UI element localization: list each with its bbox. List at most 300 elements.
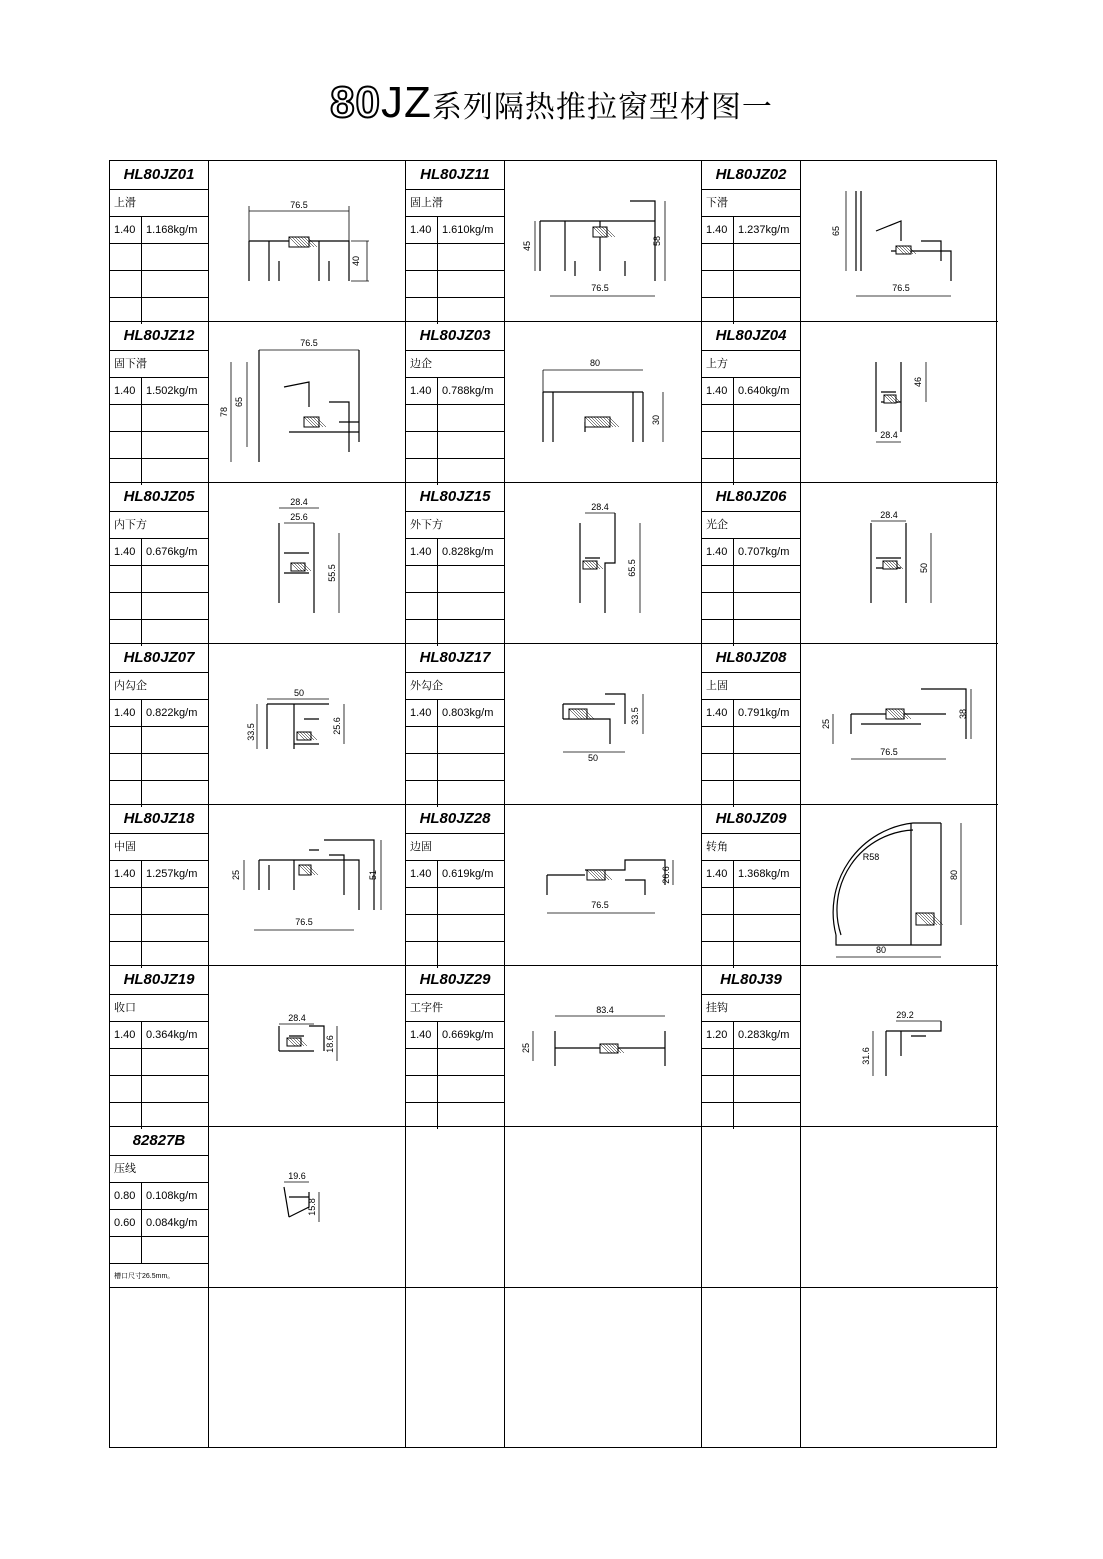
spec-row bbox=[110, 1103, 208, 1129]
wall-thickness bbox=[406, 298, 438, 324]
profile-section-svg bbox=[505, 966, 701, 1126]
profile-code: 82827B bbox=[110, 1127, 208, 1156]
profile-section-svg bbox=[801, 161, 997, 321]
profile-code: HL80JZ08 bbox=[702, 644, 800, 673]
spec-row bbox=[702, 888, 800, 915]
spec-row bbox=[406, 217, 504, 244]
profile-info bbox=[702, 644, 801, 804]
spec-row bbox=[406, 244, 504, 271]
wall-thickness bbox=[406, 244, 438, 270]
wall-thickness bbox=[702, 1103, 734, 1129]
wall-thickness bbox=[406, 727, 438, 753]
profile-section-svg bbox=[801, 805, 997, 965]
unit-weight: 0.822kg/m bbox=[146, 707, 198, 719]
wall-thickness: 1.40 bbox=[702, 378, 734, 404]
unit-weight bbox=[734, 942, 738, 968]
wall-thickness: 1.40 bbox=[110, 217, 142, 243]
profile-name: 下滑 bbox=[702, 190, 800, 217]
spec-row bbox=[702, 1103, 800, 1129]
spec-row bbox=[406, 298, 504, 324]
unit-weight bbox=[734, 1049, 738, 1075]
unit-weight bbox=[734, 566, 738, 592]
profile-info bbox=[702, 161, 801, 321]
spec-row bbox=[702, 781, 800, 807]
profile-code: HL80JZ06 bbox=[702, 483, 800, 512]
profile-info bbox=[406, 966, 505, 1126]
spec-row bbox=[702, 700, 800, 727]
wall-thickness bbox=[702, 1049, 734, 1075]
dimension-label: 18.6 bbox=[325, 1035, 335, 1053]
profile-code: HL80JZ04 bbox=[702, 322, 800, 351]
spec-row bbox=[406, 1022, 504, 1049]
spec-row bbox=[406, 861, 504, 888]
profile-section-svg bbox=[209, 483, 405, 643]
page-title bbox=[0, 78, 1103, 128]
profile-name: 固上滑 bbox=[406, 190, 504, 217]
profile-code: HL80J39 bbox=[702, 966, 800, 995]
dimension-label: 80 bbox=[949, 869, 959, 881]
profile-code: HL80JZ15 bbox=[406, 483, 504, 512]
profile-info bbox=[110, 805, 209, 965]
profile-section-svg bbox=[209, 161, 405, 321]
wall-thickness bbox=[406, 754, 438, 780]
wall-thickness bbox=[406, 620, 438, 646]
profile-table bbox=[109, 160, 997, 1448]
profile-drawing bbox=[505, 966, 701, 1126]
dimension-label: 28.4 bbox=[591, 502, 609, 512]
profile-section-svg bbox=[505, 483, 701, 643]
wall-thickness: 1.40 bbox=[110, 1022, 142, 1048]
dimension-label: 55.5 bbox=[327, 564, 337, 582]
unit-weight: 0.791kg/m bbox=[738, 707, 790, 719]
dimension-label: 65 bbox=[234, 396, 244, 408]
profile-drawing bbox=[505, 644, 701, 804]
wall-thickness bbox=[406, 781, 438, 807]
unit-weight bbox=[438, 754, 442, 780]
profile-drawing bbox=[505, 483, 701, 643]
unit-weight bbox=[438, 727, 442, 753]
wall-thickness bbox=[406, 593, 438, 619]
spec-row bbox=[110, 781, 208, 807]
wall-thickness: 1.20 bbox=[702, 1022, 734, 1048]
dimension-label: 76.5 bbox=[892, 283, 910, 293]
spec-row bbox=[702, 244, 800, 271]
profile-info bbox=[406, 322, 505, 482]
spec-row bbox=[406, 566, 504, 593]
dimension-label: 19.6 bbox=[288, 1171, 306, 1181]
wall-thickness bbox=[110, 888, 142, 914]
profile-code: HL80JZ12 bbox=[110, 322, 208, 351]
spec-row bbox=[702, 217, 800, 244]
unit-weight bbox=[734, 271, 738, 297]
unit-weight bbox=[142, 566, 146, 592]
unit-weight bbox=[142, 1076, 146, 1102]
wall-thickness bbox=[110, 754, 142, 780]
profile-cell bbox=[110, 483, 406, 644]
profile-cell bbox=[406, 322, 702, 483]
unit-weight bbox=[438, 298, 442, 324]
unit-weight: 1.502kg/m bbox=[146, 385, 198, 397]
wall-thickness bbox=[406, 915, 438, 941]
spec-row bbox=[110, 754, 208, 781]
profile-section-svg bbox=[209, 644, 405, 804]
profile-code: HL80JZ29 bbox=[406, 966, 504, 995]
wall-thickness bbox=[702, 566, 734, 592]
profile-drawing bbox=[209, 1127, 405, 1287]
unit-weight bbox=[142, 727, 146, 753]
profile-section-svg bbox=[209, 805, 405, 965]
profile-cell bbox=[702, 1288, 998, 1447]
spec-row bbox=[110, 700, 208, 727]
profile-cell bbox=[702, 1127, 998, 1288]
wall-thickness: 1.40 bbox=[702, 700, 734, 726]
unit-weight: 0.283kg/m bbox=[738, 1029, 790, 1041]
dimension-label: 45 bbox=[522, 240, 532, 252]
unit-weight bbox=[142, 298, 146, 324]
unit-weight bbox=[734, 244, 738, 270]
unit-weight: 0.669kg/m bbox=[442, 1029, 494, 1041]
dimension-label: 40 bbox=[351, 255, 361, 267]
spec-row bbox=[406, 1076, 504, 1103]
unit-weight bbox=[734, 620, 738, 646]
dimension-label: 76.5 bbox=[591, 283, 609, 293]
profile-cell bbox=[110, 966, 406, 1127]
dimension-label: 83.4 bbox=[596, 1005, 614, 1015]
wall-thickness: 1.40 bbox=[702, 217, 734, 243]
unit-weight bbox=[142, 459, 146, 485]
spec-row bbox=[110, 915, 208, 942]
profile-section-svg bbox=[801, 644, 997, 804]
profile-cell bbox=[406, 1127, 702, 1288]
unit-weight: 1.257kg/m bbox=[146, 868, 198, 880]
profile-drawing bbox=[209, 805, 405, 965]
wall-thickness bbox=[110, 566, 142, 592]
unit-weight bbox=[734, 888, 738, 914]
unit-weight bbox=[438, 942, 442, 968]
profile-name: 固下滑 bbox=[110, 351, 208, 378]
profile-cell bbox=[110, 322, 406, 483]
dimension-label: 76.5 bbox=[295, 917, 313, 927]
dimension-label: 28.4 bbox=[880, 510, 898, 520]
spec-row bbox=[406, 700, 504, 727]
wall-thickness bbox=[406, 1049, 438, 1075]
spec-row bbox=[406, 432, 504, 459]
profile-drawing bbox=[209, 322, 405, 482]
wall-thickness: 0.80 bbox=[110, 1183, 142, 1209]
unit-weight: 0.640kg/m bbox=[738, 385, 790, 397]
spec-row bbox=[110, 1049, 208, 1076]
unit-weight bbox=[438, 405, 442, 431]
wall-thickness: 1.40 bbox=[702, 861, 734, 887]
profile-code: HL80JZ03 bbox=[406, 322, 504, 351]
unit-weight bbox=[142, 781, 146, 807]
wall-thickness bbox=[702, 888, 734, 914]
spec-row bbox=[110, 539, 208, 566]
unit-weight bbox=[734, 593, 738, 619]
unit-weight: 1.237kg/m bbox=[738, 224, 790, 236]
wall-thickness bbox=[110, 459, 142, 485]
unit-weight bbox=[142, 1237, 146, 1263]
dimension-label: 38 bbox=[958, 708, 968, 720]
spec-row bbox=[406, 781, 504, 807]
spec-row bbox=[406, 378, 504, 405]
profile-name: 内勾企 bbox=[110, 673, 208, 700]
dimension-label: 28.4 bbox=[290, 497, 308, 507]
spec-row bbox=[406, 620, 504, 646]
profile-info bbox=[406, 1288, 505, 1447]
wall-thickness: 1.40 bbox=[406, 539, 438, 565]
wall-thickness bbox=[702, 727, 734, 753]
dimension-label: 80 bbox=[875, 945, 887, 955]
spec-row bbox=[406, 1049, 504, 1076]
unit-weight bbox=[438, 781, 442, 807]
dimension-label: 33.5 bbox=[630, 707, 640, 725]
wall-thickness bbox=[702, 620, 734, 646]
profile-info bbox=[110, 1127, 209, 1287]
profile-section-svg bbox=[801, 483, 997, 643]
unit-weight: 1.610kg/m bbox=[442, 224, 494, 236]
spec-row bbox=[406, 727, 504, 754]
spec-row bbox=[406, 271, 504, 298]
wall-thickness bbox=[702, 593, 734, 619]
wall-thickness bbox=[702, 432, 734, 458]
unit-weight bbox=[142, 432, 146, 458]
profile-info bbox=[702, 1288, 801, 1447]
spec-row bbox=[110, 1183, 208, 1210]
unit-weight bbox=[734, 754, 738, 780]
unit-weight bbox=[734, 432, 738, 458]
dimension-label: 25.6 bbox=[332, 717, 342, 735]
spec-row bbox=[110, 1237, 208, 1264]
profile-code: HL80JZ17 bbox=[406, 644, 504, 673]
profile-info bbox=[702, 805, 801, 965]
spec-row bbox=[110, 1210, 208, 1237]
wall-thickness: 1.40 bbox=[406, 1022, 438, 1048]
spec-row bbox=[406, 539, 504, 566]
profile-info bbox=[110, 483, 209, 643]
unit-weight bbox=[734, 915, 738, 941]
unit-weight: 0.803kg/m bbox=[442, 707, 494, 719]
spec-row bbox=[702, 1022, 800, 1049]
spec-row bbox=[110, 1264, 208, 1290]
wall-thickness: 1.40 bbox=[110, 861, 142, 887]
wall-thickness bbox=[702, 1076, 734, 1102]
spec-row bbox=[110, 432, 208, 459]
dimension-label: 25 bbox=[821, 718, 831, 730]
profile-cell bbox=[702, 644, 998, 805]
unit-weight bbox=[142, 244, 146, 270]
wall-thickness bbox=[702, 754, 734, 780]
profile-code: HL80JZ19 bbox=[110, 966, 208, 995]
profile-section-svg bbox=[209, 966, 405, 1126]
wall-thickness: 1.40 bbox=[110, 378, 142, 404]
title-prefix: 80 bbox=[330, 78, 382, 127]
unit-weight bbox=[142, 271, 146, 297]
unit-weight bbox=[142, 620, 146, 646]
profile-code: HL80JZ05 bbox=[110, 483, 208, 512]
profile-section-svg bbox=[505, 805, 701, 965]
profile-name: 外勾企 bbox=[406, 673, 504, 700]
profile-cell bbox=[110, 1127, 406, 1288]
dimension-label: 50 bbox=[293, 688, 305, 698]
dimension-label: R58 bbox=[862, 852, 880, 862]
dimension-label: 76.5 bbox=[880, 747, 898, 757]
spec-row bbox=[110, 378, 208, 405]
unit-weight bbox=[142, 593, 146, 619]
wall-thickness: 1.40 bbox=[406, 217, 438, 243]
wall-thickness bbox=[110, 244, 142, 270]
unit-weight bbox=[734, 459, 738, 485]
unit-weight bbox=[438, 244, 442, 270]
profile-cell bbox=[406, 161, 702, 322]
wall-thickness bbox=[702, 915, 734, 941]
dimension-label: 76.5 bbox=[290, 200, 308, 210]
spec-row bbox=[406, 915, 504, 942]
spec-row bbox=[406, 405, 504, 432]
wall-thickness bbox=[110, 593, 142, 619]
profile-cell bbox=[702, 322, 998, 483]
profile-name: 上方 bbox=[702, 351, 800, 378]
profile-info bbox=[110, 161, 209, 321]
wall-thickness bbox=[406, 1103, 438, 1129]
spec-row bbox=[406, 1103, 504, 1129]
profile-section-svg bbox=[209, 322, 405, 482]
spec-row bbox=[406, 888, 504, 915]
spec-row bbox=[110, 727, 208, 754]
wall-thickness bbox=[406, 888, 438, 914]
dimension-label: 25.6 bbox=[290, 512, 308, 522]
profile-name: 上固 bbox=[702, 673, 800, 700]
unit-weight bbox=[142, 405, 146, 431]
profile-code: HL80JZ18 bbox=[110, 805, 208, 834]
unit-weight bbox=[734, 781, 738, 807]
profile-drawing bbox=[505, 322, 701, 482]
wall-thickness bbox=[406, 1076, 438, 1102]
profile-cell bbox=[110, 161, 406, 322]
profile-drawing bbox=[801, 483, 997, 643]
profile-cell bbox=[406, 805, 702, 966]
wall-thickness: 1.40 bbox=[110, 700, 142, 726]
spec-row bbox=[702, 1076, 800, 1103]
unit-weight bbox=[438, 271, 442, 297]
dimension-label: 76.5 bbox=[591, 900, 609, 910]
profile-drawing bbox=[801, 322, 997, 482]
profile-drawing bbox=[209, 483, 405, 643]
wall-thickness: 1.40 bbox=[406, 378, 438, 404]
profile-info bbox=[406, 644, 505, 804]
unit-weight bbox=[438, 593, 442, 619]
wall-thickness bbox=[406, 271, 438, 297]
spec-row bbox=[702, 861, 800, 888]
profile-name: 上滑 bbox=[110, 190, 208, 217]
dimension-label: 50 bbox=[919, 562, 929, 574]
spec-row bbox=[406, 754, 504, 781]
profile-name: 工字件 bbox=[406, 995, 504, 1022]
spec-row bbox=[110, 298, 208, 324]
unit-weight: 0.108kg/m bbox=[146, 1190, 198, 1202]
profile-info bbox=[110, 322, 209, 482]
wall-thickness bbox=[406, 459, 438, 485]
spec-row bbox=[702, 432, 800, 459]
spec-row bbox=[702, 566, 800, 593]
profile-cell bbox=[702, 161, 998, 322]
unit-weight: 0.707kg/m bbox=[738, 546, 790, 558]
profile-name: 边固 bbox=[406, 834, 504, 861]
unit-weight bbox=[438, 1076, 442, 1102]
spec-row bbox=[110, 888, 208, 915]
unit-weight: 0.828kg/m bbox=[442, 546, 494, 558]
title-rest: 系列隔热推拉窗型材图一 bbox=[431, 90, 773, 125]
profile-name: 压线 bbox=[110, 1156, 208, 1183]
spec-row bbox=[110, 217, 208, 244]
spec-row bbox=[702, 378, 800, 405]
dimension-label: 65.5 bbox=[627, 559, 637, 577]
unit-weight bbox=[142, 754, 146, 780]
wall-thickness: 1.40 bbox=[406, 700, 438, 726]
unit-weight bbox=[438, 620, 442, 646]
spec-row bbox=[110, 620, 208, 646]
profile-name: 边企 bbox=[406, 351, 504, 378]
profile-name: 中固 bbox=[110, 834, 208, 861]
profile-name: 转角 bbox=[702, 834, 800, 861]
profile-cell bbox=[702, 966, 998, 1127]
unit-weight bbox=[438, 915, 442, 941]
dimension-label: 46 bbox=[913, 376, 923, 388]
profile-cell bbox=[702, 805, 998, 966]
spec-row bbox=[110, 405, 208, 432]
wall-thickness bbox=[406, 405, 438, 431]
profile-info bbox=[702, 322, 801, 482]
unit-weight bbox=[142, 888, 146, 914]
profile-info bbox=[702, 1127, 801, 1287]
profile-info bbox=[110, 1288, 209, 1447]
wall-thickness bbox=[702, 405, 734, 431]
dimension-label: 15.8 bbox=[307, 1198, 317, 1216]
spec-row bbox=[702, 942, 800, 968]
spec-row bbox=[702, 915, 800, 942]
profile-section-svg bbox=[801, 966, 997, 1126]
wall-thickness bbox=[702, 298, 734, 324]
spec-row bbox=[702, 620, 800, 646]
spec-row bbox=[110, 271, 208, 298]
profile-section-svg bbox=[505, 161, 701, 321]
profile-section-svg bbox=[505, 644, 701, 804]
unit-weight: 1.168kg/m bbox=[146, 224, 198, 236]
wall-thickness bbox=[110, 942, 142, 968]
wall-thickness bbox=[110, 1237, 142, 1263]
spec-row bbox=[406, 459, 504, 485]
unit-weight bbox=[734, 1103, 738, 1129]
unit-weight: 0.619kg/m bbox=[442, 868, 494, 880]
unit-weight: 1.368kg/m bbox=[738, 868, 790, 880]
spec-row bbox=[110, 861, 208, 888]
dimension-label: 58 bbox=[652, 235, 662, 247]
wall-thickness bbox=[702, 271, 734, 297]
profile-code: HL80JZ02 bbox=[702, 161, 800, 190]
wall-thickness bbox=[110, 1076, 142, 1102]
dimension-label: 31.6 bbox=[861, 1047, 871, 1065]
unit-weight bbox=[734, 405, 738, 431]
wall-thickness bbox=[702, 459, 734, 485]
profile-drawing bbox=[505, 161, 701, 321]
wall-thickness bbox=[406, 566, 438, 592]
spec-row bbox=[702, 405, 800, 432]
spec-row bbox=[702, 754, 800, 781]
spec-row bbox=[406, 942, 504, 968]
profile-name: 收口 bbox=[110, 995, 208, 1022]
profile-info bbox=[406, 1127, 505, 1287]
wall-thickness: 0.60 bbox=[110, 1210, 142, 1236]
